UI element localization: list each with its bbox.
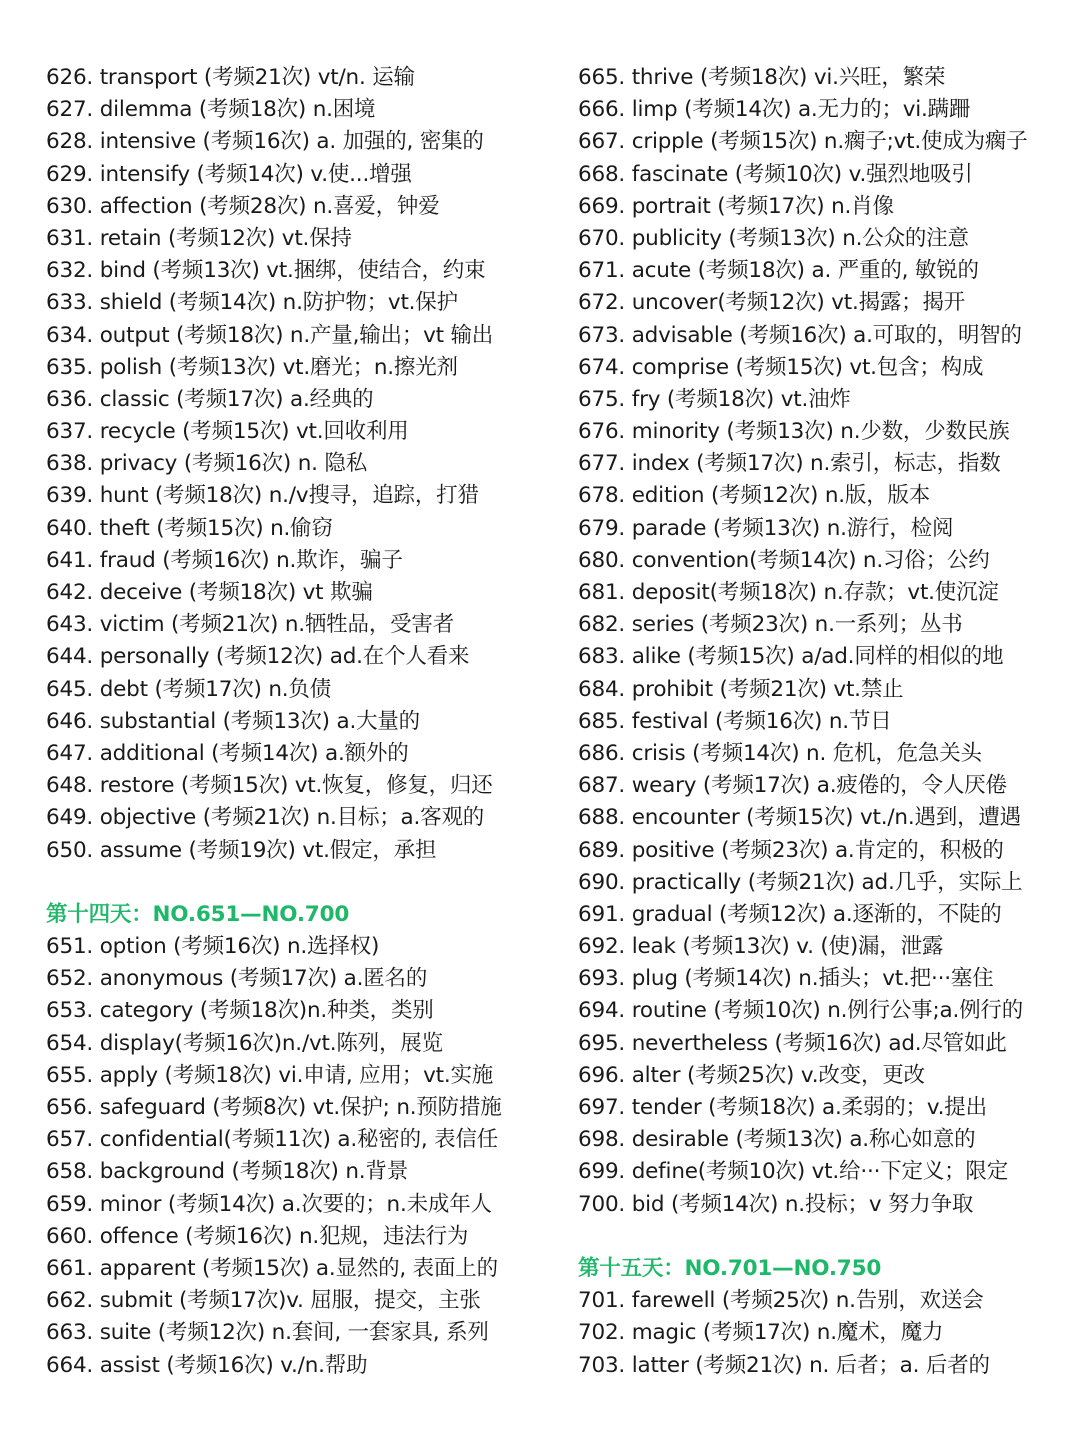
vocab-entry: 677. index (考频17次) n.索引，标志，指数 <box>578 451 1001 477</box>
section-heading-day-15: 第十五天：NO.701—NO.750 <box>578 1255 882 1281</box>
vocab-entry: 674. comprise (考频15次) vt.包含；构成 <box>578 354 984 380</box>
vocab-entry: 703. latter (考频21次) n. 后者；a. 后者的 <box>578 1352 990 1378</box>
vocab-entry: 641. fraud (考频16次) n.欺诈，骗子 <box>46 547 403 573</box>
vocab-entry: 702. magic (考频17次) n.魔术，魔力 <box>578 1320 944 1346</box>
vocab-entry: 662. submit (考频17次)v. 屈服，提交，主张 <box>46 1288 481 1314</box>
vocab-entry: 675. fry (考频18次) vt.油炸 <box>578 386 851 412</box>
vocab-entry: 656. safeguard (考频8次) vt.保护; n.预防措施 <box>46 1095 502 1120</box>
vocab-entry: 691. gradual (考频12次) a.逐渐的，不陡的 <box>578 901 1002 927</box>
vocab-entry: 688. encounter (考频15次) vt./n.遇到，遭遇 <box>578 805 1021 831</box>
word-list-block-665-700 <box>578 62 1074 1221</box>
vocab-entry: 629. intensify (考频14次) v.使...增强 <box>46 161 412 187</box>
vocab-entry: 632. bind (考频13次) vt.捆绑，使结合，约束 <box>46 258 486 284</box>
vocab-entry: 653. category (考频18次)n.种类，类别 <box>46 998 434 1024</box>
vocab-entry: 670. publicity (考频13次) n.公众的注意 <box>578 225 969 251</box>
vocab-entry: 686. crisis (考频14次) n. 危机，危急关头 <box>578 740 982 766</box>
vocab-entry: 693. plug (考频14次) n.插头；vt.把···塞住 <box>578 966 994 992</box>
vocab-entry: 654. display(考频16次)n./vt.陈列，展览 <box>46 1030 443 1056</box>
spacer <box>578 1221 1074 1253</box>
vocab-entry: 683. alike (考频15次) a/ad.同样的相似的地 <box>578 644 1004 670</box>
vocab-entry: 699. define(考频10次) vt.给···下定义；限定 <box>578 1159 1009 1185</box>
vocab-entry: 647. additional (考频14次) a.额外的 <box>46 740 409 766</box>
vocab-entry: 627. dilemma (考频18次) n.困境 <box>46 97 376 123</box>
vocab-entry: 660. offence (考频16次) n.犯规，违法行为 <box>46 1223 469 1249</box>
vocab-entry: 639. hunt (考频18次) n./v搜寻，追踪，打猎 <box>46 483 479 509</box>
vocab-entry: 664. assist (考频16次) v./n.帮助 <box>46 1352 368 1378</box>
vocab-entry: 695. nevertheless (考频16次) ad.尽管如此 <box>578 1030 1007 1056</box>
word-list-block-651-664 <box>46 931 566 1382</box>
vocab-entry: 642. deceive (考频18次) vt 欺骗 <box>46 580 373 605</box>
vocab-entry: 700. bid (考频14次) n.投标；v 努力争取 <box>578 1191 974 1217</box>
vocab-entry: 658. background (考频18次) n.背景 <box>46 1159 409 1185</box>
left-column <box>46 62 566 1382</box>
vocab-entry: 671. acute (考频18次) a. 严重的, 敏锐的 <box>578 258 979 284</box>
vocab-entry: 635. polish (考频13次) vt.磨光；n.擦光剂 <box>46 354 458 380</box>
vocab-entry: 634. output (考频18次) n.产量,输出；vt 输出 <box>46 322 494 348</box>
section-heading-day-14: 第十四天：NO.651—NO.700 <box>46 901 350 927</box>
vocab-entry: 698. desirable (考频13次) a.称心如意的 <box>578 1127 976 1153</box>
vocab-entry: 685. festival (考频16次) n.节日 <box>578 708 892 734</box>
vocab-entry: 637. recycle (考频15次) vt.回收利用 <box>46 419 409 445</box>
vocab-entry: 644. personally (考频12次) ad.在个人看来 <box>46 644 470 670</box>
vocab-entry: 682. series (考频23次) n.一系列；丛书 <box>578 612 963 638</box>
vocab-entry: 694. routine (考频10次) n.例行公事;a.例行的 <box>578 998 1024 1024</box>
vocab-entry: 645. debt (考频17次) n.负债 <box>46 676 332 702</box>
vocab-entry: 690. practically (考频21次) ad.几乎，实际上 <box>578 869 1023 895</box>
vocab-entry: 680. convention(考频14次) n.习俗；公约 <box>578 547 990 573</box>
vocab-entry: 652. anonymous (考频17次) a.匿名的 <box>46 966 428 992</box>
vocab-entry: 679. parade (考频13次) n.游行，检阅 <box>578 515 954 541</box>
vocab-entry: 669. portrait (考频17次) n.肖像 <box>578 193 894 219</box>
vocab-entry: 643. victim (考频21次) n.牺牲品，受害者 <box>46 612 455 638</box>
vocab-entry: 672. uncover(考频12次) vt.揭露；揭开 <box>578 290 966 316</box>
vocab-entry: 655. apply (考频18次) vi.申请, 应用；vt.实施 <box>46 1062 494 1088</box>
vocab-entry: 628. intensive (考频16次) a. 加强的, 密集的 <box>46 129 484 155</box>
vocab-entry: 684. prohibit (考频21次) vt.禁止 <box>578 676 904 702</box>
vocab-entry: 638. privacy (考频16次) n. 隐私 <box>46 451 368 477</box>
vocab-entry: 651. option (考频16次) n.选择权) <box>46 934 380 960</box>
vocab-entry: 689. positive (考频23次) a.肯定的，积极的 <box>578 837 1004 863</box>
vocab-entry: 692. leak (考频13次) v. (使)漏，泄露 <box>578 934 944 960</box>
vocab-entry: 673. advisable (考频16次) a.可取的，明智的 <box>578 322 1022 348</box>
vocab-entry: 661. apparent (考频15次) a.显然的, 表面上的 <box>46 1255 498 1281</box>
right-column <box>578 62 1074 1382</box>
vocab-entry: 701. farewell (考频25次) n.告别，欢送会 <box>578 1288 984 1314</box>
vocab-entry: 633. shield (考频14次) n.防护物；vt.保护 <box>46 290 458 316</box>
vocab-entry: 676. minority (考频13次) n.少数，少数民族 <box>578 419 1010 445</box>
vocab-entry: 646. substantial (考频13次) a.大量的 <box>46 708 420 734</box>
vocab-entry: 657. confidential(考频11次) a.秘密的, 表信任 <box>46 1127 499 1153</box>
vocab-entry: 630. affection (考频28次) n.喜爱，钟爱 <box>46 193 440 219</box>
vocab-entry: 663. suite (考频12次) n.套间, 一套家具, 系列 <box>46 1320 489 1346</box>
vocab-entry: 678. edition (考频12次) n.版，版本 <box>578 483 931 509</box>
vocab-entry: 681. deposit(考频18次) n.存款；vt.使沉淀 <box>578 580 999 605</box>
vocab-entry: 640. theft (考频15次) n.偷窃 <box>46 515 333 541</box>
vocab-entry: 696. alter (考频25次) v.改变，更改 <box>578 1062 925 1088</box>
word-list-block-626-650 <box>46 62 566 867</box>
vocab-entry: 668. fascinate (考频10次) v.强烈地吸引 <box>578 161 973 187</box>
vocab-entry: 648. restore (考频15次) vt.恢复，修复，归还 <box>46 773 493 799</box>
vocab-entry: 687. weary (考频17次) a.疲倦的，令人厌倦 <box>578 773 1007 799</box>
vocab-entry: 631. retain (考频12次) vt.保持 <box>46 225 352 251</box>
word-list-block-701-703 <box>578 1285 1074 1382</box>
vocab-entry: 697. tender (考频18次) a.柔弱的；v.提出 <box>578 1095 987 1120</box>
vocab-entry: 659. minor (考频14次) a.次要的；n.未成年人 <box>46 1191 492 1217</box>
vocab-entry: 667. cripple (考频15次) n.瘸子;vt.使成为瘸子 <box>578 129 1028 155</box>
vocab-entry: 665. thrive (考频18次) vi.兴旺，繁荣 <box>578 65 946 90</box>
spacer <box>46 867 566 899</box>
vocab-entry: 666. limp (考频14次) a.无力的；vi.蹒跚 <box>578 97 971 123</box>
vocab-entry: 650. assume (考频19次) vt.假定，承担 <box>46 837 437 863</box>
vocab-entry: 649. objective (考频21次) n.目标；a.客观的 <box>46 805 485 831</box>
vocab-entry: 636. classic (考频17次) a.经典的 <box>46 386 374 412</box>
vocab-entry: 626. transport (考频21次) vt/n. 运输 <box>46 65 415 90</box>
